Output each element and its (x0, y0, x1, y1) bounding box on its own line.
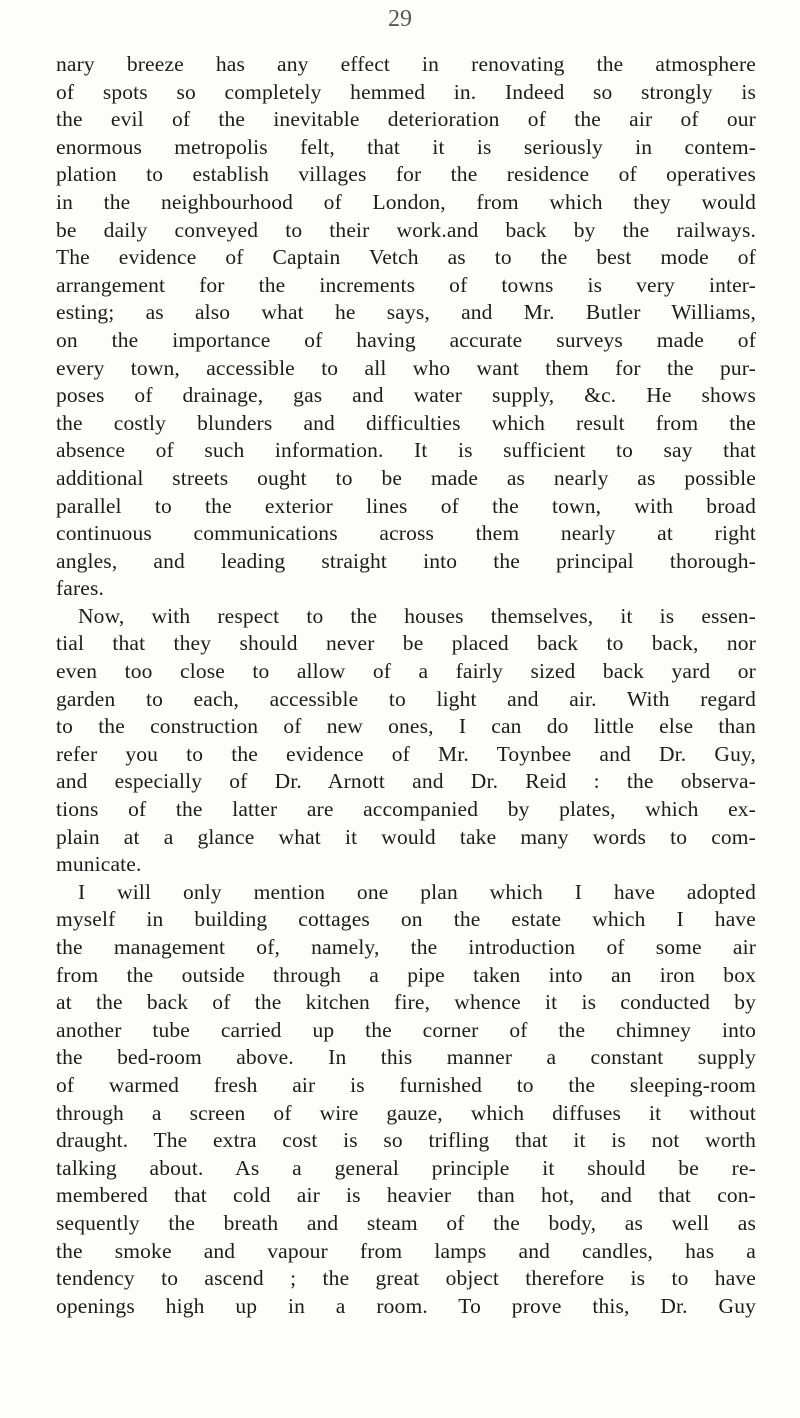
text-line: tions of the latter are accompanied by plates, which ex- (56, 797, 756, 822)
text-line: the management of, namely, the introduction of some air (56, 935, 756, 959)
body-text (56, 51, 756, 1320)
text-line: tial that they should never be placed back to back, nor (56, 631, 756, 656)
text-line: another tube carried up the corner of the chimney into (56, 1017, 756, 1042)
text-line: parallel to the exterior lines of the town, with broad (56, 493, 756, 518)
text-line: The evidence of Captain Vetch as to the best mode of (56, 245, 756, 270)
text-line: be daily conveyed to their work.and back by the railways. (56, 217, 756, 242)
text-line: plation to establish villages for the residence of operatives (56, 162, 756, 187)
text-line: Now, with respect to the houses themselves, it is essen- (78, 603, 756, 628)
text-line: every town, accessible to all who want them for the pur- (56, 355, 756, 380)
text-line: poses of drainage, gas and water supply, &c. He shows (56, 383, 756, 408)
text-line: esting; as also what he says, and Mr. Butler Williams, (56, 300, 756, 325)
text-line: I will only mention one plan which I have adopted (78, 879, 756, 904)
text-line: angles, and leading straight into the principal thorough- (56, 548, 756, 573)
text-line: talking about. As a general principle it should be re- (56, 1155, 756, 1180)
text-line: in the neighbourhood of London, from which they would (56, 189, 756, 214)
text-line: refer you to the evidence of Mr. Toynbee and Dr. Guy, (56, 741, 756, 766)
text-line: the costly blunders and difficulties which result from the (56, 410, 756, 435)
text-line: at the back of the kitchen fire, whence it is conducted by (56, 990, 756, 1015)
text-line: garden to each, accessible to light and air. With regard (56, 686, 756, 711)
text-line: of warmed fresh air is furnished to the sleeping-room (56, 1072, 756, 1097)
text-line: absence of such information. It is sufficient to say that (56, 438, 756, 463)
text-line: myself in building cottages on the estate which I have (56, 907, 756, 932)
text-line: draught. The extra cost is so trifling that it is not worth (56, 1128, 756, 1153)
text-line: plain at a glance what it would take many words to com- (56, 824, 756, 849)
page-number: 29 (388, 6, 412, 32)
text-line: through a screen of wire gauze, which diffuses it without (56, 1100, 756, 1125)
text-line: continuous communications across them nearly at right (56, 521, 756, 546)
text-line: arrangement for the increments of towns is very inter- (56, 272, 756, 297)
text-line: on the importance of having accurate surveys made of (56, 327, 756, 352)
text-line: even too close to allow of a fairly sized back yard or (56, 659, 756, 684)
text-line: of spots so completely hemmed in. Indeed so strongly is (56, 79, 756, 104)
text-line: tendency to ascend ; the great object therefore is to have (56, 1266, 756, 1291)
text-line: nary breeze has any effect in renovating the atmosphere (56, 52, 756, 76)
text-line: enormous metropolis felt, that it is seriously in contem- (56, 134, 756, 159)
text-line: to the construction of new ones, I can do little else than (56, 714, 756, 739)
text-line: municate. (56, 852, 142, 877)
text-line: fares. (56, 576, 105, 601)
text-line: the smoke and vapour from lamps and candles, has a (56, 1238, 756, 1263)
text-line: the bed-room above. In this manner a constant supply (56, 1045, 756, 1070)
text-line: sequently the breath and steam of the body, as well as (56, 1210, 756, 1235)
text-line: openings high up in a room. To prove this, Dr. Guy (56, 1293, 756, 1318)
text-line: membered that cold air is heavier than hot, and that con- (56, 1183, 756, 1208)
text-line: from the outside through a pipe taken into an iron box (56, 962, 756, 987)
text-line: and especially of Dr. Arnott and Dr. Reid : the observa- (56, 769, 756, 794)
text-line: the evil of the inevitable deterioration of the air of our (56, 107, 756, 132)
text-line: additional streets ought to be made as nearly as possible (56, 465, 756, 490)
